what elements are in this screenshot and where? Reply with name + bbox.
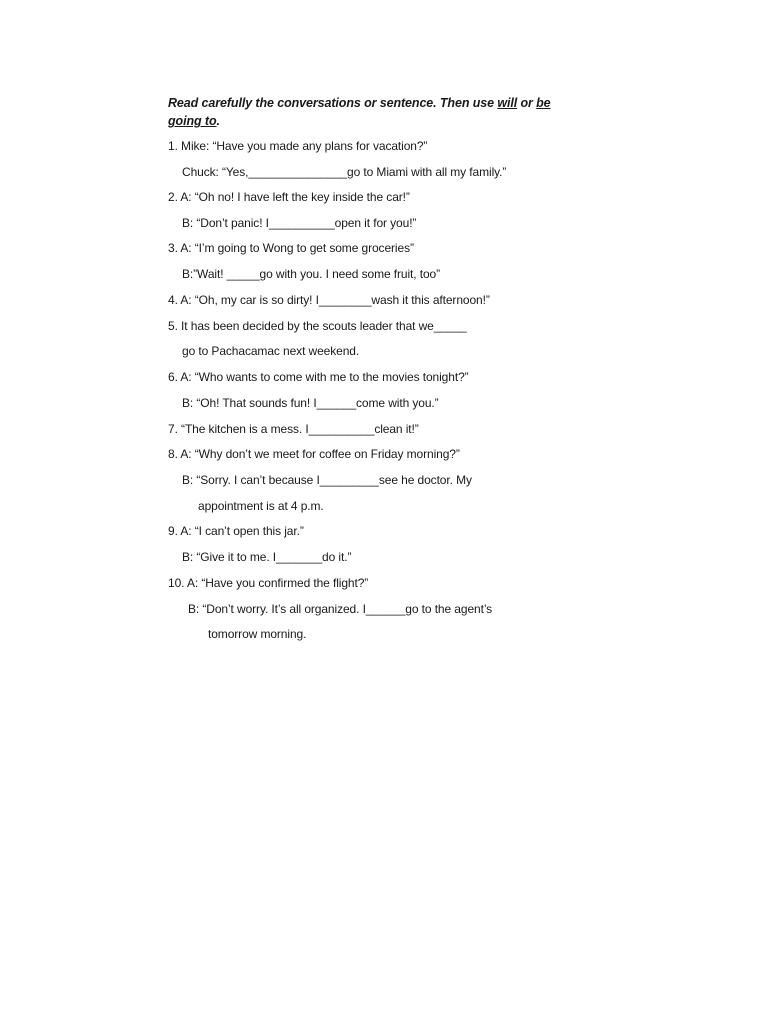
item-8-question: 8. A: “Why don’t we meet for coffee on Friday morning?” <box>168 447 460 461</box>
item-2-answer: B: “Don’t panic! I__________open it for you!” <box>182 216 417 230</box>
item-6-answer: B: “Oh! That sounds fun! I______come with you.” <box>182 396 439 410</box>
item-9-question: 9. A: “I can’t open this jar.” <box>168 524 304 538</box>
item-5-question: 5. It has been decided by the scouts leader that we_____ <box>168 319 467 333</box>
item-3-answer: B:”Wait! _____go with you. I need some fruit, too” <box>182 267 441 281</box>
instructions-or: or <box>517 96 537 110</box>
item-10-answer: B: “Don’t worry. It’s all organized. I______go to the agent’s <box>188 602 493 616</box>
item-1-question: 1. Mike: “Have you made any plans for vacation?” <box>168 139 428 153</box>
instructions-text: Read carefully the conversations or sentence. Then use <box>168 96 498 110</box>
item-4-question: 4. A: “Oh, my car is so dirty! I________wash it this afternoon!” <box>168 293 490 307</box>
item-10-continuation: tomorrow morning. <box>208 627 307 641</box>
item-3-question: 3. A: “I’m going to Wong to get some groceries” <box>168 241 414 255</box>
going-to-keyword: going to <box>168 114 217 128</box>
item-7-question: 7. “The kitchen is a mess. I__________clean it!” <box>168 422 419 436</box>
item-9-answer: B: “Give it to me. I_______do it.” <box>182 550 352 564</box>
item-5-continuation: go to Pachacamac next weekend. <box>182 344 360 358</box>
instructions-heading <box>168 94 588 130</box>
item-10-question: 10. A: “Have you confirmed the flight?” <box>168 576 369 590</box>
will-keyword: will <box>497 96 518 110</box>
item-1-answer: Chuck: “Yes,_______________go to Miami with all my family.” <box>182 165 507 179</box>
item-8-answer: B: “Sorry. I can’t because I_________see he doctor. My <box>182 473 472 487</box>
item-8-continuation: appointment is at 4 p.m. <box>198 499 324 513</box>
item-2-question: 2. A: “Oh no! I have left the key inside the car!” <box>168 190 410 204</box>
instructions-period: . <box>216 114 220 128</box>
be-keyword: be <box>536 96 551 110</box>
item-6-question: 6. A: “Who wants to come with me to the movies tonight?” <box>168 370 469 384</box>
